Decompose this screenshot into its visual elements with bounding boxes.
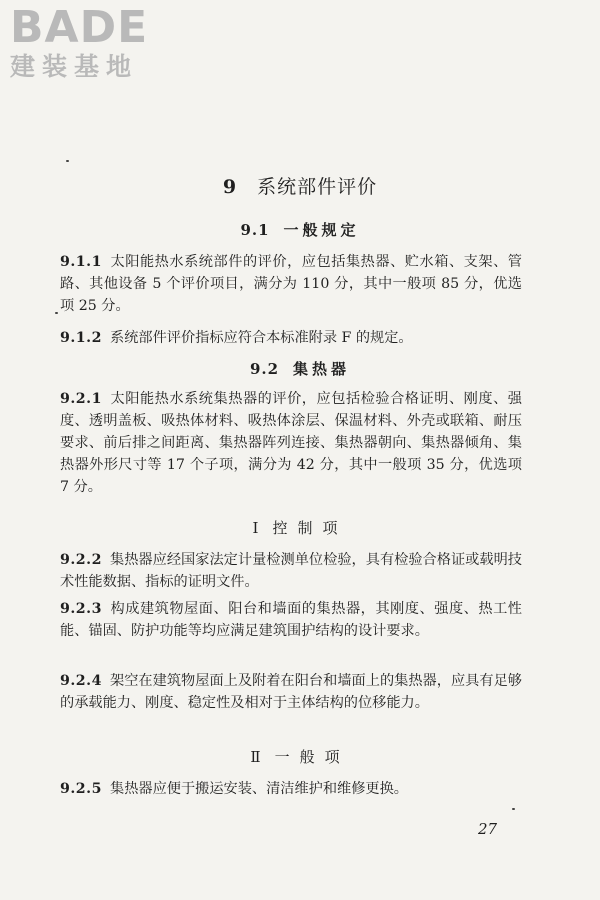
logo-brand: BADE — [10, 2, 149, 53]
clause-9-2-2 — [60, 549, 522, 593]
page-number: 27 — [478, 820, 498, 838]
section-number: 9.1 — [240, 221, 270, 239]
clause-number: 9.1.1 — [60, 254, 102, 271]
clause-number: 9.2.5 — [60, 781, 102, 798]
clause-number: 9.2.3 — [60, 601, 102, 618]
chapter-number: 9 — [222, 176, 238, 198]
clause-9-1-2 — [60, 327, 522, 349]
subsection-heading-general — [0, 746, 600, 767]
subsection-number: Ⅱ — [250, 748, 271, 766]
subsection-title: 一般项 — [274, 748, 350, 766]
clause-text: 太阳能热水系统部件的评价，应包括集热器、贮水箱、支架、管路、其他设备 5 个评价项目，满分为 110 分，其中一般项 85 分，优选项 25 分。 — [60, 254, 522, 315]
clause-text: 系统部件评价指标应符合本标准附录 F 的规定。 — [110, 330, 413, 347]
chapter-heading — [0, 172, 600, 199]
clause-text: 太阳能热水系统集热器的评价，应包括检验合格证明、刚度、强度、透明盖板、吸热体材料、吸热体涂层、保温材料、外壳或联箱、耐压要求、前后排之间距离、集热器阵列连接、集热器朝向、集热器倾角、集热器外形尺寸等 17 个子项，满分为 42 分，其中一般项 35 分，优选项 7 分。 — [60, 391, 522, 496]
scan-speck — [66, 160, 69, 162]
clause-9-2-4 — [60, 670, 522, 714]
section-heading-9-1 — [0, 219, 600, 240]
clause-9-2-5 — [60, 778, 522, 800]
clause-number: 9.2.4 — [60, 673, 102, 690]
clause-number: 9.2.1 — [60, 391, 102, 408]
subsection-heading-control — [0, 517, 600, 538]
logo-subtitle: 建装基地 — [10, 52, 139, 81]
clause-9-2-3 — [60, 598, 522, 642]
chapter-title: 系统部件评价 — [257, 176, 378, 198]
clause-9-1-1 — [60, 251, 522, 317]
scan-speck — [55, 312, 58, 314]
clause-text: 集热器应便于搬运安装、清洁维护和维修更换。 — [110, 781, 408, 798]
scan-speck — [512, 808, 515, 810]
clause-text: 构成建筑物屋面、阳台和墙面的集热器，其刚度、强度、热工性能、锚固、防护功能等均应满足建筑围护结构的设计要求。 — [60, 601, 522, 640]
clause-text: 集热器应经国家法定计量检测单位检验，具有检验合格证或载明技术性能数据、指标的证明文件。 — [60, 552, 522, 591]
watermark-logo — [10, 2, 149, 82]
clause-number: 9.2.2 — [60, 552, 102, 569]
clause-9-2-1 — [60, 388, 522, 498]
section-heading-9-2 — [0, 358, 600, 379]
clause-number: 9.1.2 — [60, 330, 102, 347]
clause-text: 架空在建筑物屋面上及附着在阳台和墙面上的集热器，应具有足够的承载能力、刚度、稳定性及相对于主体结构的位移能力。 — [60, 673, 522, 712]
subsection-number: Ⅰ — [252, 519, 269, 537]
section-title: 一般规定 — [283, 221, 360, 239]
subsection-title: 控制项 — [272, 519, 348, 537]
section-number: 9.2 — [249, 360, 280, 378]
section-title: 集热器 — [293, 360, 351, 378]
